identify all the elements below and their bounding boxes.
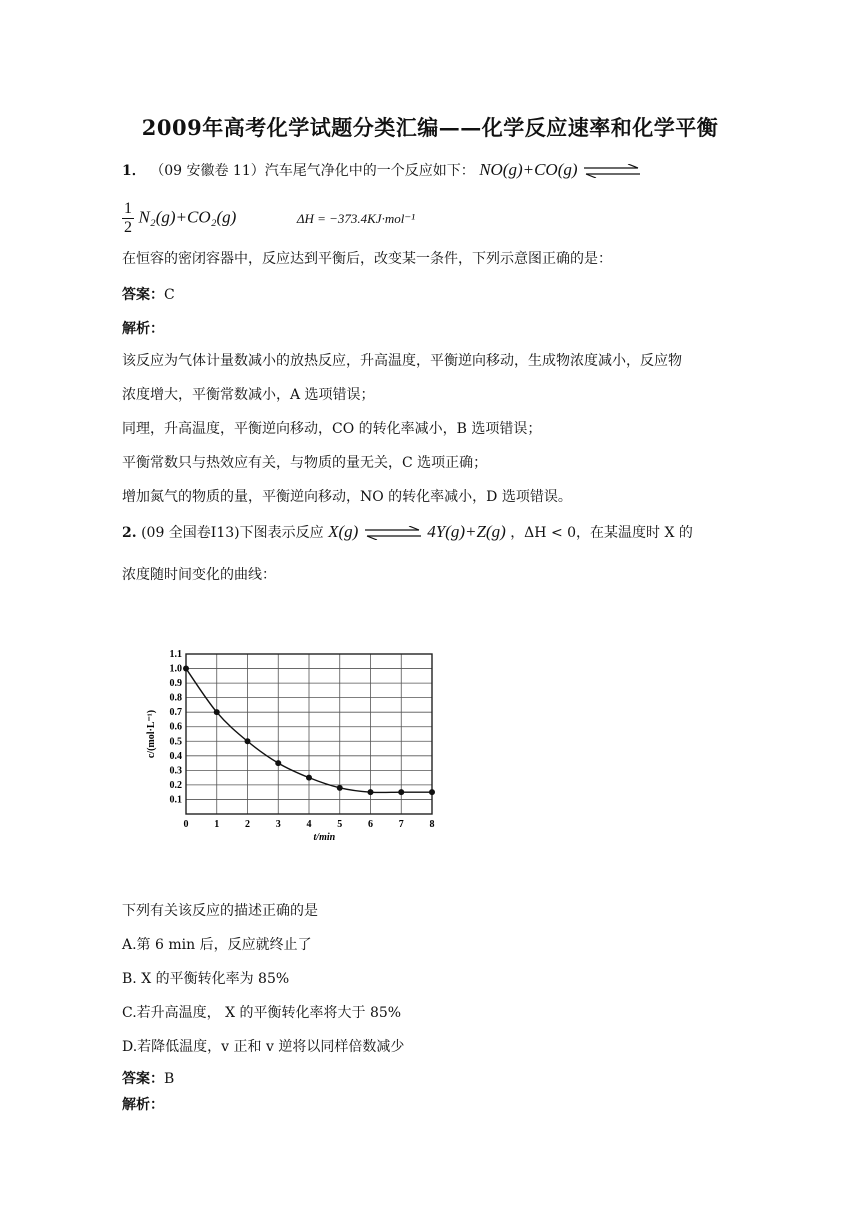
data-point — [183, 666, 189, 672]
x-tick-label: 2 — [245, 819, 250, 830]
q1-analysis-label: 解析： — [122, 321, 164, 337]
data-point — [245, 738, 251, 744]
y-tick-label: 1.1 — [169, 649, 182, 660]
y-tick-label: 0.5 — [169, 736, 182, 748]
q2-products: 4Y(g)+Z(g) — [427, 522, 506, 541]
data-point — [368, 789, 374, 795]
q1-analysis-line: 平衡常数只与热效应有关，与物质的量无关，C 选项正确； — [122, 455, 488, 471]
q1-header — [122, 160, 642, 180]
y-tick-label: 1.0 — [169, 663, 182, 675]
data-point — [398, 789, 404, 795]
half-fraction: $\frac{1}{2}$ — [124, 200, 132, 236]
q1-equation-line2 — [122, 200, 415, 237]
y-tick-label: 0.1 — [169, 794, 182, 806]
q2-source: (09 全国卷Ⅰ13)下图表示反应 — [141, 525, 324, 541]
q2-answer-value: B — [164, 1071, 175, 1087]
q2-number: 2. — [122, 525, 137, 541]
q2-option-b: B. X 的平衡转化率为 85% — [122, 971, 290, 987]
y-tick-label: 0.3 — [169, 765, 182, 777]
x-tick-label: 4 — [306, 819, 312, 830]
equilibrium-arrow-icon — [582, 164, 642, 178]
y-tick-label: 0.4 — [169, 750, 182, 762]
y-tick-label: 0.2 — [169, 779, 182, 791]
q1-reactants: NO(g)+CO(g) — [479, 160, 578, 179]
q1-number: 1． — [122, 163, 146, 179]
x-axis-label: t/min — [313, 832, 336, 843]
data-point — [337, 785, 343, 791]
q1-answer: 答案：C — [122, 287, 175, 303]
y-tick-label: 0.6 — [169, 721, 182, 733]
x-tick-label: 5 — [337, 819, 343, 830]
q2-option-c: C.若升高温度， X 的平衡转化率将大于 85% — [122, 1005, 402, 1021]
concentration-time-chart — [140, 618, 470, 858]
q2-answer: 答案：B — [122, 1071, 175, 1087]
page-title: 2009年高考化学试题分类汇编——化学反应速率和化学平衡 — [141, 115, 719, 140]
x-tick-label: 3 — [275, 819, 281, 830]
y-tick-label: 0.7 — [169, 707, 182, 719]
q2-reactant: X(g) — [328, 522, 359, 541]
q2-condition: ，ΔH < 0，在某温度时 X 的 — [510, 525, 693, 541]
q1-analysis-line: 同理，升高温度，平衡逆向移动，CO 的转化率减小，B 选项错误； — [122, 421, 542, 437]
q2-option-a: A.第 6 min 后，反应就终止了 — [122, 937, 312, 953]
x-tick-label: 7 — [398, 819, 404, 830]
q2-prompt: 下列有关该反应的描述正确的是 — [122, 903, 318, 919]
q1-analysis-line: 浓度增大，平衡常数减小，A 选项错误； — [122, 387, 375, 403]
q1-products: N₂(g)+CO₂(g) — [138, 207, 237, 227]
x-tick-label: 6 — [368, 819, 373, 830]
y-axis-label: c/(mol·L⁻¹) — [146, 709, 157, 759]
q1-question: 在恒容的密闭容器中，反应达到平衡后，改变某一条件，下列示意图正确的是： — [122, 251, 612, 267]
q1-enthalpy: ΔH = −373.4KJ·mol⁻¹ — [296, 210, 416, 226]
data-point — [306, 775, 312, 781]
data-point — [429, 789, 435, 795]
y-tick-label: 0.8 — [169, 692, 182, 704]
y-tick-label: 0.9 — [169, 678, 182, 690]
x-tick-label: 0 — [183, 819, 189, 830]
q1-source: （09 安徽卷 11）汽车尾气净化中的一个反应如下： — [150, 163, 475, 179]
q2-line2: 浓度随时间变化的曲线： — [122, 567, 276, 583]
q2-header — [122, 522, 693, 542]
q2-analysis-label: 解析： — [122, 1097, 164, 1113]
q1-analysis-line: 增加氮气的物质的量，平衡逆向移动，NO 的转化率减小，D 选项错误。 — [122, 489, 572, 505]
data-point — [275, 760, 281, 766]
q1-answer-value: C — [164, 287, 175, 303]
x-tick-label: 8 — [429, 819, 435, 830]
q2-option-d: D.若降低温度，v 正和 v 逆将以同样倍数减少 — [122, 1039, 405, 1055]
q1-analysis-line: 该反应为气体计量数减小的放热反应，升高温度，平衡逆向移动，生成物浓度减小，反应物 — [122, 353, 682, 369]
x-tick-label: 1 — [214, 819, 220, 830]
equilibrium-arrow-icon — [363, 526, 423, 540]
data-point — [214, 709, 220, 715]
